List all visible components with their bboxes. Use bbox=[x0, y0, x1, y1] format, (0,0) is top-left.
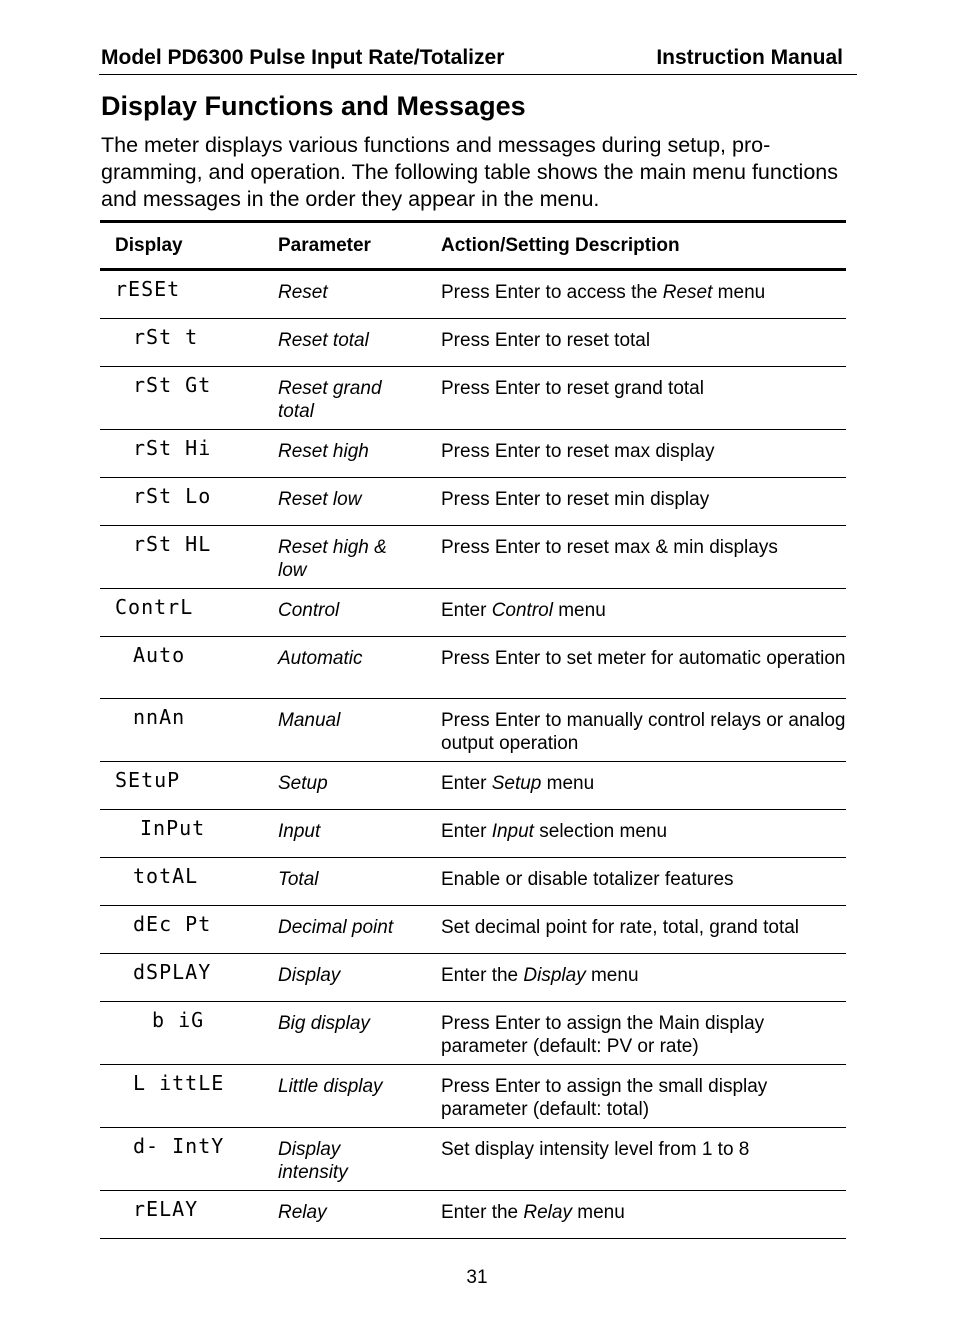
description-text: Enter bbox=[441, 600, 492, 621]
parameter-cell: Display bbox=[278, 954, 441, 1002]
description-cell bbox=[441, 954, 846, 1002]
description-text: Press Enter to assign the Main display parameter (default: PV or rate) bbox=[441, 1013, 765, 1057]
parameter-cell: Little display bbox=[278, 1065, 441, 1128]
parameter-cell: Reset high & low bbox=[278, 526, 441, 589]
table-row bbox=[100, 430, 846, 478]
description-cell bbox=[441, 1191, 846, 1239]
column-header-display: Display bbox=[100, 222, 278, 270]
description-text-tail: menu bbox=[585, 965, 639, 986]
display-code-cell bbox=[100, 270, 278, 319]
table-row bbox=[100, 810, 846, 858]
table-row bbox=[100, 270, 846, 319]
description-text: Press Enter to access the bbox=[441, 282, 663, 303]
description-emphasis: Control bbox=[491, 600, 553, 621]
parameter-cell: Reset total bbox=[278, 319, 441, 367]
parameter-cell: Display intensity bbox=[278, 1128, 441, 1191]
parameter-cell: Reset low bbox=[278, 478, 441, 526]
section-title: Display Functions and Messages bbox=[101, 91, 526, 121]
display-code-cell bbox=[100, 1191, 278, 1239]
display-code-cell bbox=[100, 906, 278, 954]
display-code-cell bbox=[100, 1128, 278, 1191]
display-code-cell bbox=[100, 810, 278, 858]
description-emphasis: Setup bbox=[491, 773, 542, 794]
description-text-tail: menu bbox=[571, 1202, 625, 1223]
description-emphasis: Input bbox=[491, 821, 534, 842]
parameter-cell: Control bbox=[278, 589, 441, 637]
lcd-display-code: ContrL bbox=[115, 595, 194, 619]
header-model-title: Model PD6300 Pulse Input Rate/Totalizer bbox=[101, 46, 505, 69]
description-text: Enter the bbox=[441, 1202, 524, 1223]
parameter-cell: Total bbox=[278, 858, 441, 906]
lcd-display-code: rSt HL bbox=[133, 532, 212, 556]
display-code-cell bbox=[100, 1065, 278, 1128]
table-row bbox=[100, 1191, 846, 1239]
lcd-display-code: dEc Pt bbox=[133, 912, 212, 936]
header-manual-title: Instruction Manual bbox=[656, 46, 843, 69]
display-code-cell bbox=[100, 637, 278, 699]
lcd-display-code: rELAY bbox=[133, 1197, 199, 1221]
parameter-cell: Setup bbox=[278, 762, 441, 810]
lcd-display-code: L ittLE bbox=[133, 1071, 225, 1095]
table-row bbox=[100, 906, 846, 954]
table-row bbox=[100, 1002, 846, 1065]
parameter-cell: Input bbox=[278, 810, 441, 858]
description-text: Press Enter to assign the small display parameter (default: total) bbox=[441, 1076, 768, 1120]
display-code-cell bbox=[100, 1002, 278, 1065]
lcd-display-code: totAL bbox=[133, 864, 199, 888]
description-emphasis: Reset bbox=[662, 282, 713, 303]
description-emphasis: Display bbox=[523, 965, 586, 986]
description-text: Press Enter to reset min display bbox=[441, 489, 710, 510]
description-cell bbox=[441, 270, 846, 319]
description-text: Press Enter to set meter for automatic operation bbox=[441, 648, 846, 669]
table-row bbox=[100, 954, 846, 1002]
description-text-tail: menu bbox=[541, 773, 595, 794]
lcd-display-code: rSt Gt bbox=[133, 373, 212, 397]
header-rule bbox=[99, 74, 857, 75]
parameter-cell: Manual bbox=[278, 699, 441, 762]
description-text-tail: menu bbox=[552, 600, 606, 621]
description-cell bbox=[441, 478, 846, 526]
column-header-parameter: Parameter bbox=[278, 222, 441, 270]
table-row bbox=[100, 858, 846, 906]
description-cell bbox=[441, 699, 846, 762]
table-row bbox=[100, 478, 846, 526]
description-cell bbox=[441, 637, 846, 699]
description-cell bbox=[441, 906, 846, 954]
table-row bbox=[100, 319, 846, 367]
display-code-cell bbox=[100, 699, 278, 762]
description-cell bbox=[441, 430, 846, 478]
description-text: Enter bbox=[441, 773, 492, 794]
table-row bbox=[100, 762, 846, 810]
description-cell bbox=[441, 1065, 846, 1128]
column-header-description: Action/Setting Description bbox=[441, 222, 846, 270]
description-text: Enter bbox=[441, 821, 492, 842]
lcd-display-code: SEtuP bbox=[115, 768, 181, 792]
display-functions-table bbox=[100, 220, 846, 1239]
lcd-display-code: rSt Hi bbox=[133, 436, 212, 460]
table-row bbox=[100, 637, 846, 699]
lcd-display-code: dSPLAY bbox=[133, 960, 212, 984]
description-cell bbox=[441, 319, 846, 367]
lcd-display-code: d- IntY bbox=[133, 1134, 225, 1158]
description-emphasis: Relay bbox=[523, 1202, 572, 1223]
lcd-display-code: b iG bbox=[152, 1008, 205, 1032]
description-text-tail: selection menu bbox=[533, 821, 668, 842]
parameter-cell: Decimal point bbox=[278, 906, 441, 954]
display-code-cell bbox=[100, 762, 278, 810]
lcd-display-code: nnAn bbox=[133, 705, 186, 729]
description-text: Set decimal point for rate, total, grand total bbox=[441, 917, 800, 938]
parameter-cell: Reset high bbox=[278, 430, 441, 478]
description-cell bbox=[441, 367, 846, 430]
description-cell bbox=[441, 762, 846, 810]
lcd-display-code: rSt Lo bbox=[133, 484, 212, 508]
description-text: Press Enter to reset total bbox=[441, 330, 651, 351]
page-header bbox=[101, 46, 843, 70]
intro-paragraph: The meter displays various functions and messages during setup, pro-gramming, and operation. The following table shows the main menu functions and messages in the order they appear in the menu. bbox=[101, 133, 838, 211]
table-row bbox=[100, 589, 846, 637]
display-code-cell bbox=[100, 858, 278, 906]
display-code-cell bbox=[100, 589, 278, 637]
page-number: 31 bbox=[466, 1267, 488, 1288]
description-text: Press Enter to manually control relays or analog output operation bbox=[441, 710, 846, 754]
description-text: Enter the bbox=[441, 965, 524, 986]
table-row bbox=[100, 1128, 846, 1191]
description-text: Press Enter to reset grand total bbox=[441, 378, 704, 399]
parameter-cell: Automatic bbox=[278, 637, 441, 699]
description-text: Press Enter to reset max & min displays bbox=[441, 537, 778, 558]
lcd-display-code: rSt t bbox=[133, 325, 199, 349]
description-cell bbox=[441, 1128, 846, 1191]
display-code-cell bbox=[100, 319, 278, 367]
table-row bbox=[100, 367, 846, 430]
display-code-cell bbox=[100, 526, 278, 589]
description-cell bbox=[441, 526, 846, 589]
parameter-cell: Reset grand total bbox=[278, 367, 441, 430]
table-row bbox=[100, 526, 846, 589]
display-code-cell bbox=[100, 478, 278, 526]
lcd-display-code: InPut bbox=[140, 816, 206, 840]
display-code-cell bbox=[100, 954, 278, 1002]
table-header-row bbox=[100, 222, 846, 270]
description-cell bbox=[441, 589, 846, 637]
display-code-cell bbox=[100, 367, 278, 430]
parameter-cell: Reset bbox=[278, 270, 441, 319]
description-text: Set display intensity level from 1 to 8 bbox=[441, 1139, 750, 1160]
description-text: Enable or disable totalizer features bbox=[441, 869, 734, 890]
parameter-cell: Relay bbox=[278, 1191, 441, 1239]
description-cell bbox=[441, 1002, 846, 1065]
description-text: Press Enter to reset max display bbox=[441, 441, 715, 462]
description-cell bbox=[441, 858, 846, 906]
parameter-cell: Big display bbox=[278, 1002, 441, 1065]
table-row bbox=[100, 1065, 846, 1128]
display-code-cell bbox=[100, 430, 278, 478]
lcd-display-code: Auto bbox=[133, 643, 186, 667]
description-text-tail: menu bbox=[712, 282, 766, 303]
table-row bbox=[100, 699, 846, 762]
description-cell bbox=[441, 810, 846, 858]
lcd-display-code: rESEt bbox=[115, 277, 181, 301]
